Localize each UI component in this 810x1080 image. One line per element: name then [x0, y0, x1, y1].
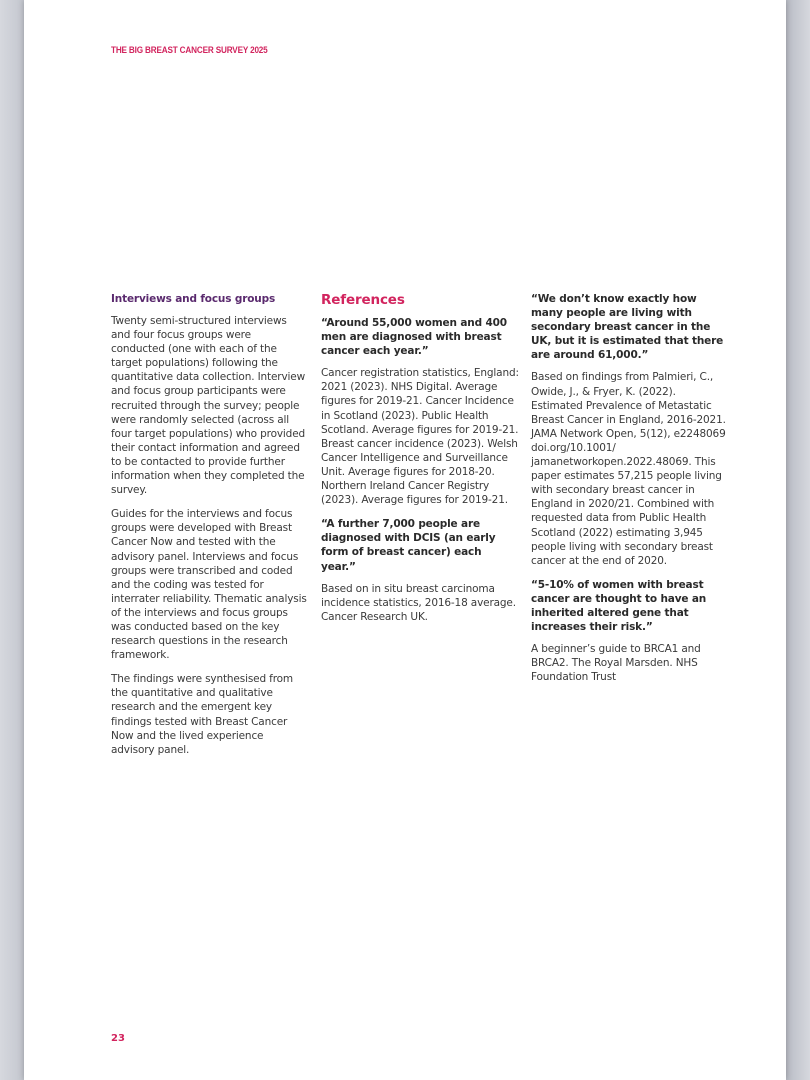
page-edge-right: [786, 0, 810, 1080]
page-edge-left: [0, 0, 24, 1080]
reference-source: Based on in situ breast carcinoma incidence statistics, 2016-18 average. Cancer Research UK.: [321, 582, 516, 623]
reference-source: Cancer registration statistics, England: 2021 (2023). NHS Digital. Average figures for 2019-21. Cancer Incidence in Scotland (2023). Public Health Scotland. Average figures for 2019-21. Breast cancer incidence (2023). Welsh Cancer Intelligence and Surveillance Unit. Average figures for 2018-20. Northern Ireland Cancer Registry (2023). Average figures for 2019-21.: [321, 367, 519, 507]
body-paragraph: Twenty semi-structured interviews and four focus groups were conducted (one with each of the target populations) following the quantitative data collection. Interview and focus group participants were recruited through the survey; people were randomly selected (across all four target populations) who provided their contact information and agreed to be contacted to provide further information when they completed the survey.: [111, 315, 306, 497]
body-paragraph: Guides for the interviews and focus groups were developed with Breast Cancer Now and tested with the advisory panel. Interviews and focus groups were transcribed and coded and the coding was tested for interrater reliability. Thematic analysis of the interviews and focus groups was conducted based on the key research questions in the research framework.: [111, 508, 307, 662]
reference-quote: “Around 55,000 women and 400 men are diagnosed with breast cancer each year.”: [321, 317, 507, 358]
reference-quote: “A further 7,000 people are diagnosed with DCIS (an early form of breast cancer) each year.”: [321, 518, 496, 573]
column-methodology: [111, 292, 307, 767]
references-title: References: [321, 292, 405, 308]
reference-source: A beginner’s guide to BRCA1 and BRCA2. The Royal Marsden. NHS Foundation Trust: [531, 643, 701, 684]
reference-quote: “We don’t know exactly how many people are living with secondary breast cancer in the UK, but it is estimated that there are around 61,000.”: [531, 293, 724, 362]
reference-source: Based on findings from Palmieri, C., Owide, J., & Fryer, K. (2022). Estimated Prevalence of Metastatic Breast Cancer in England, 2016-2021. JAMA Network Open, 5(12), e2248069 doi.org/10.1001/ jamanetworkopen.2022.48069. This paper estimates 57,215 people living with secondary breast cancer in England in 2020/21. Combined with requested data from Public Health Scotland (2022) estimating 3,945 people living with secondary breast cancer at the end of 2020.: [531, 371, 726, 567]
page-number: 23: [111, 1033, 125, 1044]
section-subheading: Interviews and focus groups: [111, 293, 276, 305]
column-references-continued: [531, 292, 727, 694]
body-paragraph: The findings were synthesised from the quantitative and qualitative research and the emergent key findings tested with Breast Cancer Now and the lived experience advisory panel.: [111, 673, 294, 756]
running-header-title: THE BIG BREAST CANCER SURVEY 2025: [111, 45, 268, 56]
column-references: [321, 292, 519, 634]
reference-quote: “5-10% of women with breast cancer are thought to have an inherited altered gene that increases their risk.”: [531, 578, 707, 634]
